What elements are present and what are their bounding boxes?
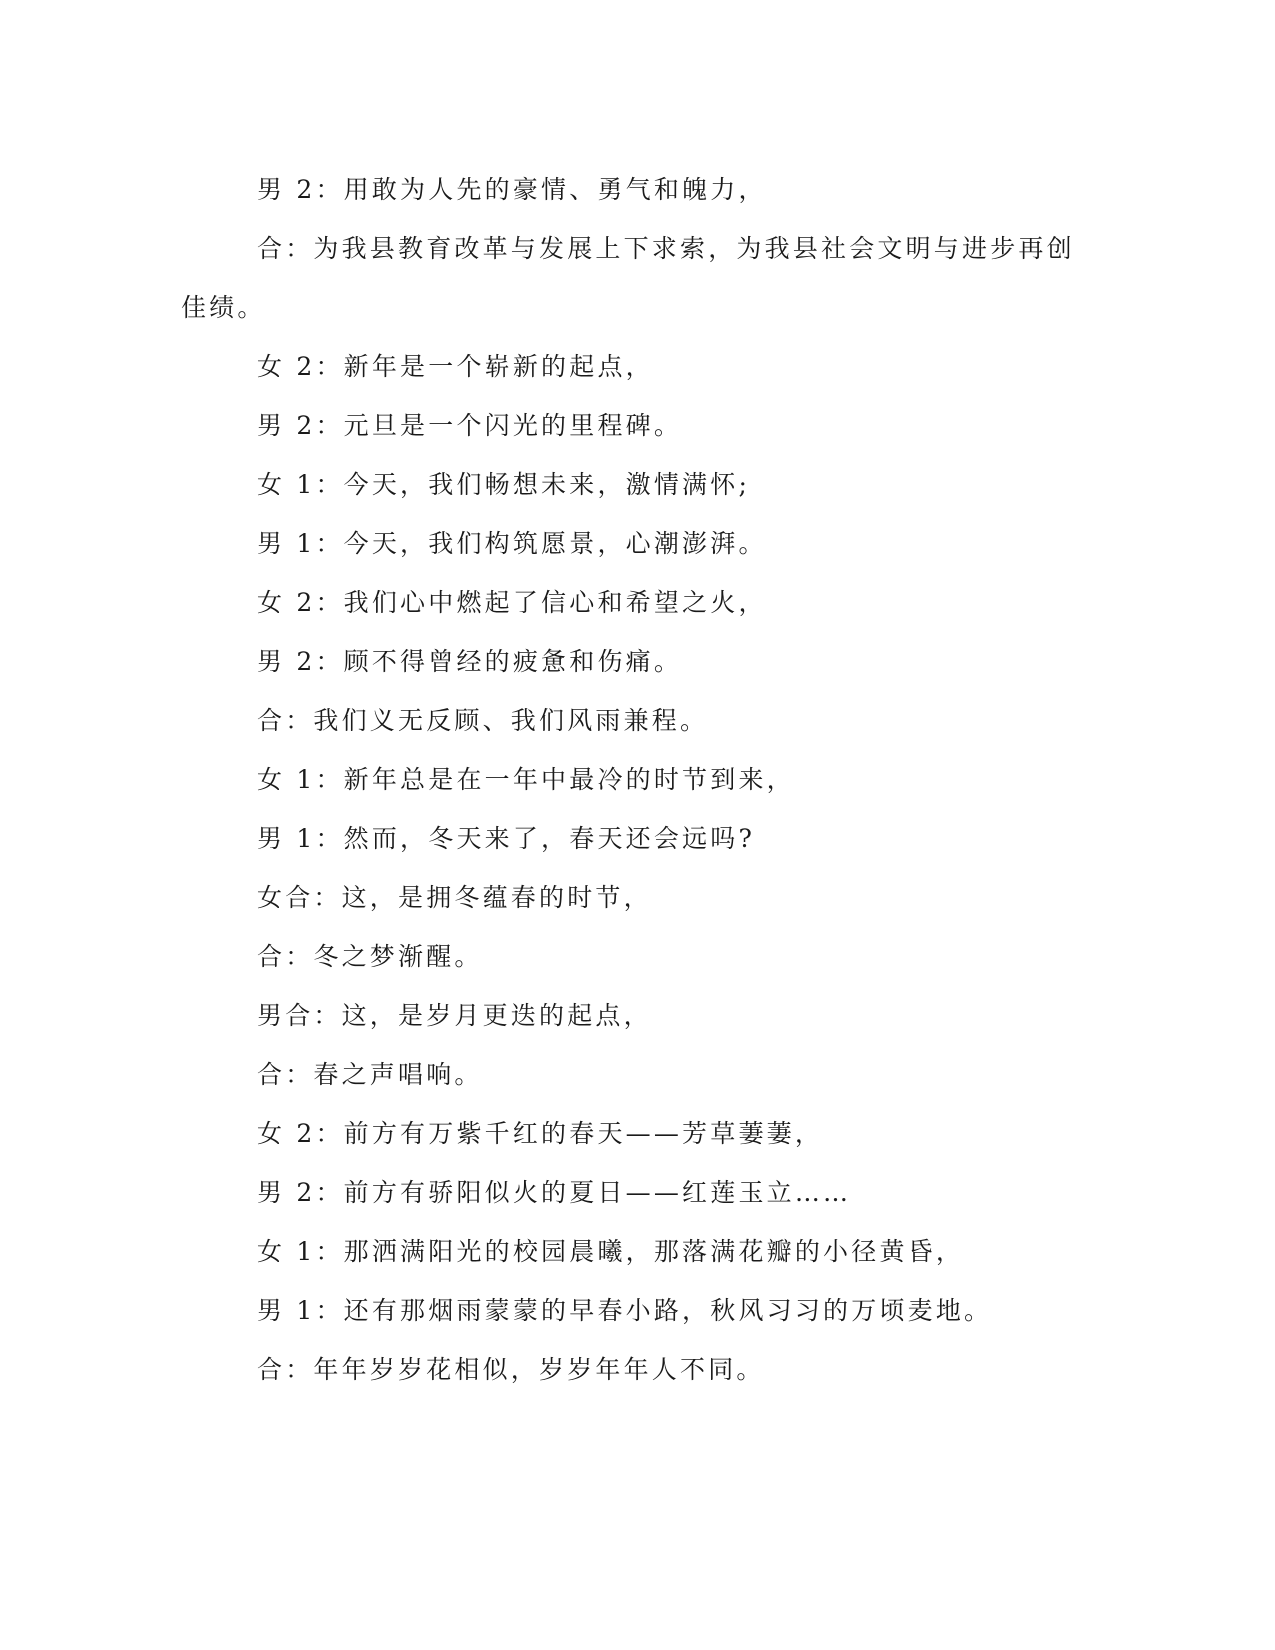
paragraph: 男 2：顾不得曾经的疲惫和伤痛。 [257, 647, 683, 676]
document-body [181, 160, 1081, 1399]
paragraph: 女 2：我们心中燃起了信心和希望之火， [257, 588, 767, 617]
paragraph: 合：春之声唱响。 [257, 1060, 483, 1089]
paragraph: 女 2：前方有万紫千红的春天——芳草萋萋， [257, 1119, 824, 1148]
paragraph: 女 2：新年是一个崭新的起点， [257, 352, 654, 381]
paragraph: 男 2：元旦是一个闪光的里程碑。 [257, 411, 683, 440]
paragraph: 男 2：用敢为人先的豪情、勇气和魄力， [257, 175, 767, 204]
paragraph: 合：冬之梦渐醒。 [257, 942, 483, 971]
paragraph: 合：为我县教育改革与发展上下求索，为我县社会文明与进步再创佳绩。 [181, 234, 1075, 322]
paragraph: 男 1：还有那烟雨蒙蒙的早春小路，秋风习习的万顷麦地。 [257, 1296, 993, 1325]
paragraph: 男 1：今天，我们构筑愿景，心潮澎湃。 [257, 529, 767, 558]
paragraph: 男 2：前方有骄阳似火的夏日——红莲玉立…… [257, 1178, 852, 1207]
paragraph: 女合：这，是拥冬蕴春的时节， [257, 883, 652, 912]
paragraph: 合：年年岁岁花相似，岁岁年年人不同。 [257, 1355, 765, 1384]
paragraph: 男合：这，是岁月更迭的起点， [257, 1001, 652, 1030]
paragraph: 女 1：新年总是在一年中最冷的时节到来， [257, 765, 795, 794]
paragraph: 女 1：今天，我们畅想未来，激情满怀; [257, 470, 751, 499]
paragraph: 女 1：那洒满阳光的校园晨曦，那落满花瓣的小径黄昏， [257, 1237, 965, 1266]
paragraph: 男 1：然而，冬天来了，春天还会远吗? [257, 824, 756, 853]
paragraph: 合：我们义无反顾、我们风雨兼程。 [257, 706, 709, 735]
